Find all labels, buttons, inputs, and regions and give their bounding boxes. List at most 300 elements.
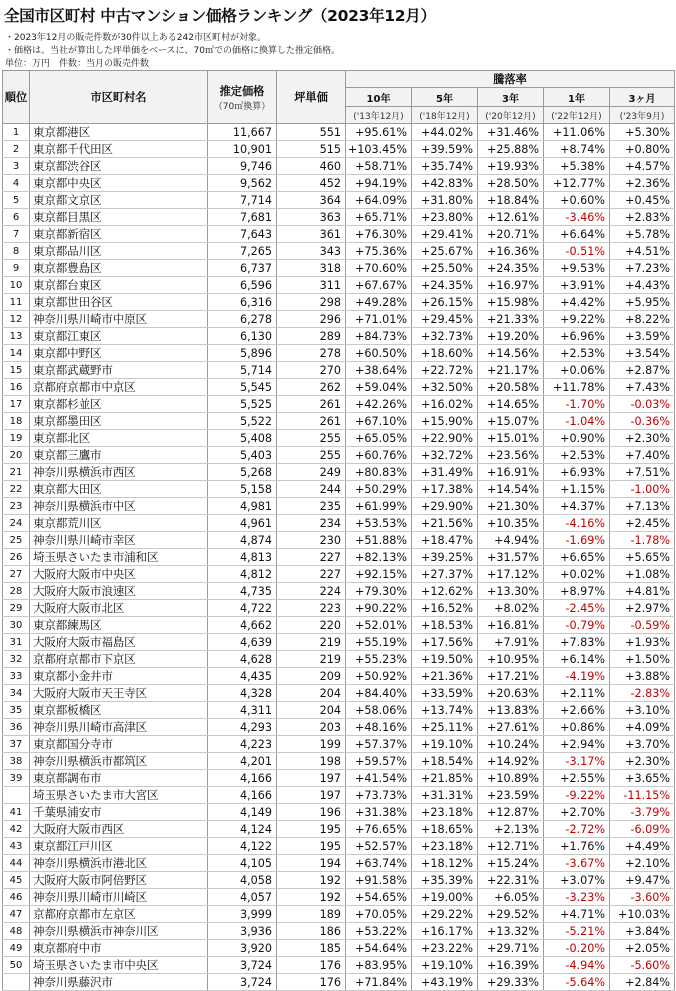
change-3m-cell: +1.93%: [610, 634, 675, 651]
change-1y-cell: +2.53%: [544, 447, 610, 464]
change-1y-cell: -2.45%: [544, 600, 610, 617]
rank-cell: 20: [3, 447, 30, 464]
header-period-3m-sub: ('23年9月): [610, 107, 675, 124]
change-3y-cell: +14.92%: [478, 753, 544, 770]
change-10y-cell: +76.65%: [346, 821, 412, 838]
price-cell: 3,936: [208, 923, 277, 940]
price-cell: 5,896: [208, 345, 277, 362]
change-1y-cell: -3.23%: [544, 889, 610, 906]
header-period-3y-sub: ('20年12月): [478, 107, 544, 124]
change-5y-cell: +17.38%: [412, 481, 478, 498]
tsubo-cell: 249: [277, 464, 346, 481]
change-3m-cell: -0.36%: [610, 413, 675, 430]
price-cell: 4,735: [208, 583, 277, 600]
tsubo-cell: 220: [277, 617, 346, 634]
change-1y-cell: -1.04%: [544, 413, 610, 430]
table-row: [3, 226, 675, 243]
rank-cell: 21: [3, 464, 30, 481]
change-1y-cell: -3.67%: [544, 855, 610, 872]
tsubo-cell: 235: [277, 498, 346, 515]
price-cell: 4,639: [208, 634, 277, 651]
table-row: [3, 702, 675, 719]
rank-cell: 2: [3, 141, 30, 158]
change-1y-cell: -0.20%: [544, 940, 610, 957]
change-3y-cell: +10.24%: [478, 736, 544, 753]
change-3m-cell: +4.57%: [610, 158, 675, 175]
change-5y-cell: +24.35%: [412, 277, 478, 294]
change-5y-cell: +23.80%: [412, 209, 478, 226]
change-1y-cell: +2.55%: [544, 770, 610, 787]
name-cell: 神奈川県横浜市港北区: [30, 855, 208, 872]
table-row: [3, 974, 675, 991]
table-row: [3, 464, 675, 481]
name-cell: 東京都目黒区: [30, 209, 208, 226]
tsubo-cell: 261: [277, 396, 346, 413]
rank-cell: 10: [3, 277, 30, 294]
tsubo-cell: 452: [277, 175, 346, 192]
table-row: [3, 549, 675, 566]
change-5y-cell: +12.62%: [412, 583, 478, 600]
tsubo-cell: 234: [277, 515, 346, 532]
name-cell: 東京都杉並区: [30, 396, 208, 413]
table-row: [3, 906, 675, 923]
tsubo-cell: 343: [277, 243, 346, 260]
price-cell: 4,662: [208, 617, 277, 634]
unit-note: 単位：万円 件数：当月の販売件数: [5, 59, 150, 69]
change-1y-cell: -1.70%: [544, 396, 610, 413]
rank-cell: 34: [3, 685, 30, 702]
change-5y-cell: +22.90%: [412, 430, 478, 447]
tsubo-cell: 244: [277, 481, 346, 498]
change-3y-cell: +29.71%: [478, 940, 544, 957]
change-10y-cell: +75.36%: [346, 243, 412, 260]
change-5y-cell: +25.50%: [412, 260, 478, 277]
change-3m-cell: +3.70%: [610, 736, 675, 753]
header-price-sub: （70㎡換算）: [213, 101, 271, 112]
price-cell: 9,562: [208, 175, 277, 192]
change-5y-cell: +22.72%: [412, 362, 478, 379]
rank-cell: 6: [3, 209, 30, 226]
price-cell: 5,408: [208, 430, 277, 447]
tsubo-cell: 278: [277, 345, 346, 362]
price-cell: 4,961: [208, 515, 277, 532]
table-row: [3, 124, 675, 141]
tsubo-cell: 197: [277, 787, 346, 804]
price-cell: 7,714: [208, 192, 277, 209]
change-3y-cell: +22.31%: [478, 872, 544, 889]
price-cell: 6,316: [208, 294, 277, 311]
rank-cell: 48: [3, 923, 30, 940]
tsubo-cell: 192: [277, 872, 346, 889]
tsubo-cell: 224: [277, 583, 346, 600]
change-3y-cell: +24.35%: [478, 260, 544, 277]
tsubo-cell: 270: [277, 362, 346, 379]
change-3y-cell: +27.61%: [478, 719, 544, 736]
rank-cell: 4: [3, 175, 30, 192]
rank-cell: 11: [3, 294, 30, 311]
change-3m-cell: +1.50%: [610, 651, 675, 668]
table-row: [3, 753, 675, 770]
change-1y-cell: +3.91%: [544, 277, 610, 294]
change-3m-cell: +0.80%: [610, 141, 675, 158]
change-3y-cell: +2.13%: [478, 821, 544, 838]
change-3y-cell: +16.91%: [478, 464, 544, 481]
change-3m-cell: +7.23%: [610, 260, 675, 277]
tsubo-cell: 460: [277, 158, 346, 175]
change-3m-cell: +2.97%: [610, 600, 675, 617]
table-row: [3, 668, 675, 685]
change-3y-cell: +14.56%: [478, 345, 544, 362]
table-row: [3, 328, 675, 345]
price-cell: 7,681: [208, 209, 277, 226]
change-3y-cell: +28.50%: [478, 175, 544, 192]
change-1y-cell: +11.78%: [544, 379, 610, 396]
change-1y-cell: +4.71%: [544, 906, 610, 923]
change-1y-cell: +7.83%: [544, 634, 610, 651]
table-row: [3, 277, 675, 294]
rank-cell: 35: [3, 702, 30, 719]
change-10y-cell: +52.57%: [346, 838, 412, 855]
table-row: [3, 838, 675, 855]
change-3m-cell: -0.03%: [610, 396, 675, 413]
price-cell: 9,746: [208, 158, 277, 175]
change-5y-cell: +33.59%: [412, 685, 478, 702]
change-10y-cell: +63.74%: [346, 855, 412, 872]
change-5y-cell: +39.59%: [412, 141, 478, 158]
change-3m-cell: +7.13%: [610, 498, 675, 515]
price-cell: 4,166: [208, 770, 277, 787]
rank-cell: 33: [3, 668, 30, 685]
rank-cell: 29: [3, 600, 30, 617]
rank-cell: [3, 974, 30, 991]
price-cell: 6,596: [208, 277, 277, 294]
change-3m-cell: +5.95%: [610, 294, 675, 311]
rank-cell: 1: [3, 124, 30, 141]
name-cell: 大阪府大阪市西区: [30, 821, 208, 838]
rank-cell: 14: [3, 345, 30, 362]
change-5y-cell: +29.41%: [412, 226, 478, 243]
change-3m-cell: -5.60%: [610, 957, 675, 974]
rank-cell: 17: [3, 396, 30, 413]
change-10y-cell: +94.19%: [346, 175, 412, 192]
change-3m-cell: +7.43%: [610, 379, 675, 396]
table-row: [3, 719, 675, 736]
table-row: [3, 889, 675, 906]
change-1y-cell: -9.22%: [544, 787, 610, 804]
change-5y-cell: +35.74%: [412, 158, 478, 175]
rank-cell: 28: [3, 583, 30, 600]
name-cell: 東京都文京区: [30, 192, 208, 209]
change-1y-cell: +0.86%: [544, 719, 610, 736]
change-1y-cell: +0.60%: [544, 192, 610, 209]
change-3y-cell: +21.30%: [478, 498, 544, 515]
change-3m-cell: +2.87%: [610, 362, 675, 379]
name-cell: 東京都中央区: [30, 175, 208, 192]
change-5y-cell: +25.67%: [412, 243, 478, 260]
table-row: [3, 141, 675, 158]
change-3m-cell: +7.51%: [610, 464, 675, 481]
change-3m-cell: -1.00%: [610, 481, 675, 498]
change-3y-cell: +15.98%: [478, 294, 544, 311]
change-3m-cell: +2.45%: [610, 515, 675, 532]
change-5y-cell: +23.18%: [412, 804, 478, 821]
name-cell: 東京都大田区: [30, 481, 208, 498]
name-cell: 大阪府大阪市北区: [30, 600, 208, 617]
change-1y-cell: +9.53%: [544, 260, 610, 277]
change-3y-cell: +12.71%: [478, 838, 544, 855]
price-cell: 4,105: [208, 855, 277, 872]
price-cell: 5,158: [208, 481, 277, 498]
tsubo-cell: 203: [277, 719, 346, 736]
table-row: [3, 396, 675, 413]
change-3m-cell: -3.79%: [610, 804, 675, 821]
name-cell: 東京都港区: [30, 124, 208, 141]
change-3y-cell: +20.71%: [478, 226, 544, 243]
name-cell: 東京都千代田区: [30, 141, 208, 158]
tsubo-cell: 515: [277, 141, 346, 158]
change-3m-cell: +3.88%: [610, 668, 675, 685]
tsubo-cell: 363: [277, 209, 346, 226]
price-cell: 6,130: [208, 328, 277, 345]
header-period-1y-sub: ('22年12月): [544, 107, 610, 124]
tsubo-cell: 289: [277, 328, 346, 345]
change-3y-cell: +31.46%: [478, 124, 544, 141]
price-cell: 4,293: [208, 719, 277, 736]
change-3y-cell: +16.36%: [478, 243, 544, 260]
change-3y-cell: +25.88%: [478, 141, 544, 158]
change-1y-cell: +8.97%: [544, 583, 610, 600]
name-cell: 神奈川県川崎市高津区: [30, 719, 208, 736]
change-10y-cell: +70.60%: [346, 260, 412, 277]
tsubo-cell: 298: [277, 294, 346, 311]
change-5y-cell: +27.37%: [412, 566, 478, 583]
name-cell: 東京都武蔵野市: [30, 362, 208, 379]
change-1y-cell: +6.93%: [544, 464, 610, 481]
change-5y-cell: +18.54%: [412, 753, 478, 770]
tsubo-cell: 199: [277, 736, 346, 753]
name-cell: 埼玉県さいたま市中央区: [30, 957, 208, 974]
change-10y-cell: +55.23%: [346, 651, 412, 668]
table-row: [3, 804, 675, 821]
header-period-3y: 3年: [478, 88, 544, 107]
price-cell: 5,545: [208, 379, 277, 396]
tsubo-cell: 255: [277, 430, 346, 447]
rank-cell: 47: [3, 906, 30, 923]
change-1y-cell: -5.21%: [544, 923, 610, 940]
header-period-5y: 5年: [412, 88, 478, 107]
rank-cell: 32: [3, 651, 30, 668]
change-3m-cell: +2.30%: [610, 753, 675, 770]
price-cell: 3,999: [208, 906, 277, 923]
header-period-5y-sub: ('18年12月): [412, 107, 478, 124]
rank-cell: 42: [3, 821, 30, 838]
price-cell: 4,057: [208, 889, 277, 906]
tsubo-cell: 230: [277, 532, 346, 549]
table-row: [3, 158, 675, 175]
change-1y-cell: -5.64%: [544, 974, 610, 991]
table-row: [3, 192, 675, 209]
name-cell: 京都府京都市左京区: [30, 906, 208, 923]
change-3y-cell: +17.12%: [478, 566, 544, 583]
header-change: 騰落率: [346, 71, 675, 88]
price-cell: 4,058: [208, 872, 277, 889]
name-cell: 東京都江戸川区: [30, 838, 208, 855]
change-3y-cell: +6.05%: [478, 889, 544, 906]
change-5y-cell: +18.60%: [412, 345, 478, 362]
price-cell: 5,522: [208, 413, 277, 430]
change-3m-cell: +4.49%: [610, 838, 675, 855]
tsubo-cell: 204: [277, 685, 346, 702]
change-5y-cell: +31.49%: [412, 464, 478, 481]
change-1y-cell: +2.11%: [544, 685, 610, 702]
change-5y-cell: +29.90%: [412, 498, 478, 515]
tsubo-cell: 194: [277, 855, 346, 872]
name-cell: 大阪府大阪市福島区: [30, 634, 208, 651]
change-3y-cell: +8.02%: [478, 600, 544, 617]
change-3m-cell: -1.78%: [610, 532, 675, 549]
change-3m-cell: -2.83%: [610, 685, 675, 702]
change-5y-cell: +26.15%: [412, 294, 478, 311]
change-5y-cell: +18.12%: [412, 855, 478, 872]
table-row: [3, 243, 675, 260]
name-cell: 神奈川県横浜市神奈川区: [30, 923, 208, 940]
change-3y-cell: +31.57%: [478, 549, 544, 566]
change-10y-cell: +60.50%: [346, 345, 412, 362]
change-3y-cell: +16.97%: [478, 277, 544, 294]
change-3y-cell: +7.91%: [478, 634, 544, 651]
change-3m-cell: +8.22%: [610, 311, 675, 328]
name-cell: 東京都世田谷区: [30, 294, 208, 311]
change-10y-cell: +95.61%: [346, 124, 412, 141]
name-cell: 東京都台東区: [30, 277, 208, 294]
change-3y-cell: +23.59%: [478, 787, 544, 804]
table-row: [3, 345, 675, 362]
change-1y-cell: +5.38%: [544, 158, 610, 175]
change-1y-cell: +2.53%: [544, 345, 610, 362]
change-10y-cell: +70.05%: [346, 906, 412, 923]
change-1y-cell: -3.46%: [544, 209, 610, 226]
change-10y-cell: +60.76%: [346, 447, 412, 464]
change-3m-cell: -0.59%: [610, 617, 675, 634]
change-5y-cell: +16.17%: [412, 923, 478, 940]
tsubo-cell: 204: [277, 702, 346, 719]
rank-cell: 7: [3, 226, 30, 243]
price-cell: 7,265: [208, 243, 277, 260]
change-3y-cell: +14.54%: [478, 481, 544, 498]
change-10y-cell: +103.45%: [346, 141, 412, 158]
change-10y-cell: +76.30%: [346, 226, 412, 243]
change-10y-cell: +31.38%: [346, 804, 412, 821]
change-5y-cell: +32.50%: [412, 379, 478, 396]
change-3m-cell: -3.60%: [610, 889, 675, 906]
table-row: [3, 566, 675, 583]
change-10y-cell: +49.28%: [346, 294, 412, 311]
change-10y-cell: +38.64%: [346, 362, 412, 379]
change-5y-cell: +13.74%: [412, 702, 478, 719]
change-1y-cell: +11.06%: [544, 124, 610, 141]
name-cell: 大阪府大阪市中央区: [30, 566, 208, 583]
price-cell: 5,268: [208, 464, 277, 481]
change-5y-cell: +18.53%: [412, 617, 478, 634]
change-3y-cell: +12.61%: [478, 209, 544, 226]
price-cell: 11,667: [208, 124, 277, 141]
change-3m-cell: +3.84%: [610, 923, 675, 940]
tsubo-cell: 219: [277, 651, 346, 668]
price-cell: 4,874: [208, 532, 277, 549]
change-5y-cell: +44.02%: [412, 124, 478, 141]
tsubo-cell: 227: [277, 566, 346, 583]
price-cell: 4,201: [208, 753, 277, 770]
change-3y-cell: +19.20%: [478, 328, 544, 345]
change-10y-cell: +50.29%: [346, 481, 412, 498]
table-row: [3, 940, 675, 957]
change-10y-cell: +65.05%: [346, 430, 412, 447]
change-5y-cell: +32.72%: [412, 447, 478, 464]
tsubo-cell: 364: [277, 192, 346, 209]
change-5y-cell: +29.22%: [412, 906, 478, 923]
name-cell: 東京都府中市: [30, 940, 208, 957]
change-1y-cell: -2.72%: [544, 821, 610, 838]
table-row: [3, 209, 675, 226]
change-10y-cell: +50.92%: [346, 668, 412, 685]
change-3y-cell: +15.24%: [478, 855, 544, 872]
change-5y-cell: +23.22%: [412, 940, 478, 957]
change-5y-cell: +18.65%: [412, 821, 478, 838]
change-1y-cell: +4.37%: [544, 498, 610, 515]
change-5y-cell: +21.36%: [412, 668, 478, 685]
price-cell: 6,737: [208, 260, 277, 277]
price-cell: 4,981: [208, 498, 277, 515]
change-10y-cell: +73.73%: [346, 787, 412, 804]
change-1y-cell: +0.02%: [544, 566, 610, 583]
tsubo-cell: 219: [277, 634, 346, 651]
name-cell: 東京都調布市: [30, 770, 208, 787]
table-row: [3, 651, 675, 668]
name-cell: 千葉県浦安市: [30, 804, 208, 821]
change-5y-cell: +17.56%: [412, 634, 478, 651]
change-10y-cell: +64.09%: [346, 192, 412, 209]
change-5y-cell: +29.45%: [412, 311, 478, 328]
change-10y-cell: +82.13%: [346, 549, 412, 566]
change-3m-cell: +4.43%: [610, 277, 675, 294]
rank-cell: 36: [3, 719, 30, 736]
price-cell: 4,166: [208, 787, 277, 804]
name-cell: 神奈川県横浜市中区: [30, 498, 208, 515]
name-cell: 東京都渋谷区: [30, 158, 208, 175]
tsubo-cell: 261: [277, 413, 346, 430]
change-10y-cell: +83.95%: [346, 957, 412, 974]
tsubo-cell: 189: [277, 906, 346, 923]
header-period-10y: 10年: [346, 88, 412, 107]
note-line-1: ・2023年12月の販売件数が30件以上ある242市区町村が対象。: [5, 33, 266, 43]
rank-cell: 13: [3, 328, 30, 345]
rank-cell: 46: [3, 889, 30, 906]
change-3m-cell: +2.05%: [610, 940, 675, 957]
change-3y-cell: +29.52%: [478, 906, 544, 923]
price-cell: 3,724: [208, 957, 277, 974]
rank-cell: 30: [3, 617, 30, 634]
table-row: [3, 583, 675, 600]
table-row: [3, 294, 675, 311]
change-5y-cell: +19.10%: [412, 957, 478, 974]
price-cell: 4,628: [208, 651, 277, 668]
change-3y-cell: +21.17%: [478, 362, 544, 379]
price-cell: 4,813: [208, 549, 277, 566]
tsubo-cell: 197: [277, 770, 346, 787]
change-5y-cell: +39.25%: [412, 549, 478, 566]
table-row: [3, 617, 675, 634]
rank-cell: 8: [3, 243, 30, 260]
